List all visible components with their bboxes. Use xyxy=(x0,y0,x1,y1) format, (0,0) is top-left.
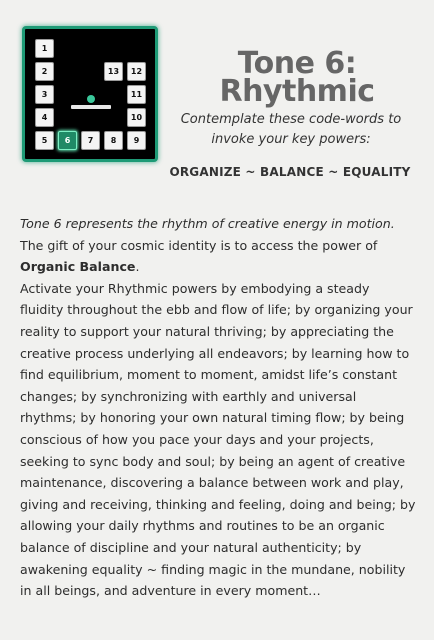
tone-number-cell: 5 xyxy=(35,131,54,150)
title-line-2: Rhythmic xyxy=(219,74,375,109)
gift-prefix: The gift of your cosmic identity is to access the power of xyxy=(20,237,378,253)
tone-number-cell: 13 xyxy=(104,62,123,81)
tone-number-cell: 4 xyxy=(35,108,54,127)
main-text: Activate your Rhythmic powers by embodying a steady fluidity throughout the ebb and flow of life; by organizing your reality to support your natural thriving; by appreciating the creative process underlying all endeavors; by learning how to find equilibrium, moment to moment, amidst life’s constant changes; by synchronizing with earthly and universal rhythms; by honoring your own natural timing flow; by being conscious of how you pace your days and your projects, seeking to sync body and soul; by being an agent of creative maintenance, discovering a balance between work and play, giving and receiving, thinking and feeling, doing and being; by allowing your daily rhythms and routines to be an organic balance of discipline and your natural authenticity; by awakening equality ~ finding magic in the mundane, nobility in all beings, and adventure in every moment… xyxy=(20,280,416,599)
subtitle-line-2: invoke your key powers: xyxy=(211,132,371,147)
gift-power: Organic Balance xyxy=(20,259,136,275)
tone-number-cell: 12 xyxy=(127,62,146,81)
title-line-1: Tone 6: xyxy=(237,46,357,81)
tone-number-cell: 2 xyxy=(35,62,54,81)
gift-text xyxy=(20,235,416,278)
tone-number-cell: 8 xyxy=(104,131,123,150)
tone-number-cell: 9 xyxy=(127,131,146,150)
keywords: ORGANIZE ~ BALANCE ~ EQUALITY xyxy=(169,165,411,179)
subtitle-line-1: Contemplate these code-words to xyxy=(180,112,402,127)
tone-number-cell: 1 xyxy=(35,39,54,58)
tone-number-cell: 10 xyxy=(127,108,146,127)
subtitle xyxy=(168,110,414,150)
tone-number-cell-active: 6 xyxy=(58,131,77,150)
mayan-bar-icon xyxy=(71,105,111,109)
tone-number-cell: 3 xyxy=(35,85,54,104)
description xyxy=(20,213,416,602)
page-title xyxy=(180,46,414,109)
tone-number-cell: 7 xyxy=(81,131,100,150)
mayan-dot-icon xyxy=(87,95,95,103)
tone-6-glyph xyxy=(22,26,158,162)
gift-suffix: . xyxy=(135,259,140,275)
intro-text: Tone 6 represents the rhythm of creative energy in motion. xyxy=(20,216,395,231)
tone-number-cell: 11 xyxy=(127,85,146,104)
